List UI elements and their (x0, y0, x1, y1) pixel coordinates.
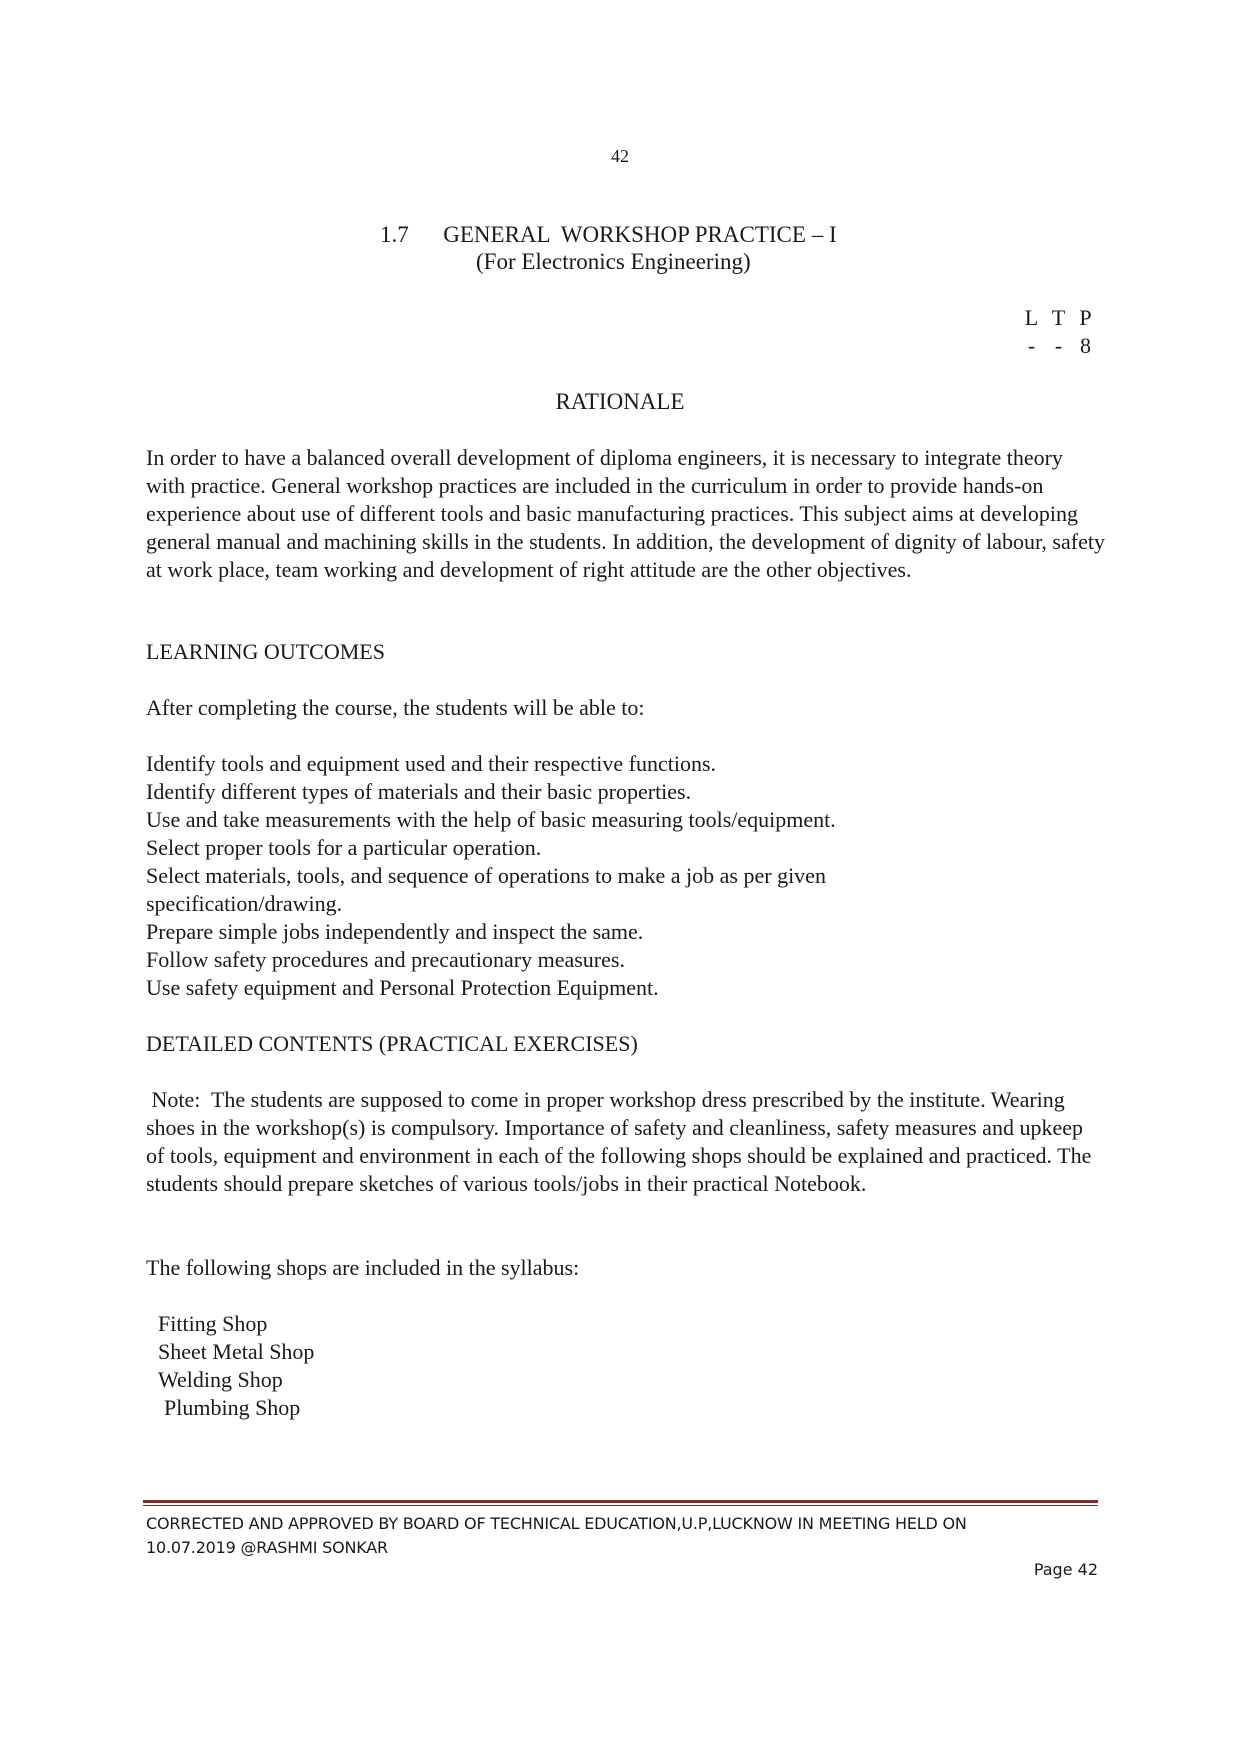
ltp-value-t: - (1054, 333, 1063, 358)
ltp-label-l: L (1024, 305, 1039, 330)
page-number-top: 42 (611, 146, 629, 166)
outcome-item: Select proper tools for a particular operation. (146, 835, 542, 860)
ltp-label-t: T (1051, 305, 1066, 330)
footer-approval-note (146, 1512, 1106, 1560)
course-title-text: GENERAL WORKSHOP PRACTICE – I (443, 222, 837, 247)
footer-divider (143, 1500, 1098, 1503)
outcome-item: Prepare simple jobs independently and inspect the same. (146, 919, 644, 944)
footer-line-2: 10.07.2019 @RASHMI SONKAR (146, 1538, 388, 1557)
shop-item: Plumbing Shop (164, 1395, 301, 1420)
outcome-item: Use safety equipment and Personal Protection Equipment. (146, 975, 659, 1000)
course-title (380, 222, 837, 248)
footer-page-label: Page 42 (1033, 1560, 1098, 1579)
ltp-labels-row (1018, 304, 1099, 332)
outcome-item: Select materials, tools, and sequence of operations to make a job as per given specification/drawing. (146, 863, 826, 916)
learning-outcomes-intro: After completing the course, the students will be able to: (146, 695, 645, 720)
shops-intro: The following shops are included in the syllabus: (146, 1255, 580, 1280)
shop-item: Fitting Shop (158, 1311, 268, 1336)
course-number: 1.7 (380, 222, 409, 247)
ltp-values-row (1018, 332, 1099, 360)
learning-outcomes-list (146, 750, 866, 1002)
footer-line-1: CORRECTED AND APPROVED BY BOARD OF TECHNICAL EDUCATION,U.P,LUCKNOW IN MEETING HELD ON (146, 1514, 967, 1533)
shops-list (158, 1310, 1118, 1422)
note-paragraph: Note: The students are supposed to come in proper workshop dress prescribed by the institute. Wearing shoes in the workshop(s) is compulsory. Importance of safety and cleanliness, safety measures and upkeep of tools, equipment and environment in each of the following shops should be explained and practiced. The students should prepare sketches of various tools/jobs in their practical Notebook. (146, 1087, 1097, 1196)
ltp-label-p: P (1079, 305, 1092, 330)
rationale-heading: RATIONALE (555, 389, 685, 414)
outcome-item: Identify tools and equipment used and their respective functions. (146, 751, 717, 776)
ltp-value-l: - (1027, 333, 1036, 358)
footer-divider-thin (143, 1505, 1098, 1506)
outcome-item: Identify different types of materials and their basic properties. (146, 779, 692, 804)
detailed-contents-heading: DETAILED CONTENTS (PRACTICAL EXERCISES) (146, 1031, 638, 1056)
ltp-value-p: 8 (1080, 333, 1091, 358)
learning-outcomes-heading: LEARNING OUTCOMES (146, 639, 385, 664)
outcome-item: Use and take measurements with the help of basic measuring tools/equipment. (146, 807, 836, 832)
outcome-item: Follow safety procedures and precautionary measures. (146, 947, 625, 972)
ltp-table (1018, 304, 1099, 360)
rationale-paragraph: In order to have a balanced overall development of diploma engineers, it is necessary to integrate theory with practice. General workshop practices are included in the curriculum in order to provide hands-on experience about use of different tools and basic manufacturing practices. This subject aims at developing general manual and machining skills in the students. In addition, the development of dignity of labour, safety at work place, team working and development of right attitude are the other objectives. (146, 445, 1105, 582)
shop-item: Sheet Metal Shop (158, 1339, 315, 1364)
course-subtitle: (For Electronics Engineering) (476, 249, 751, 274)
shop-item: Welding Shop (158, 1367, 283, 1392)
